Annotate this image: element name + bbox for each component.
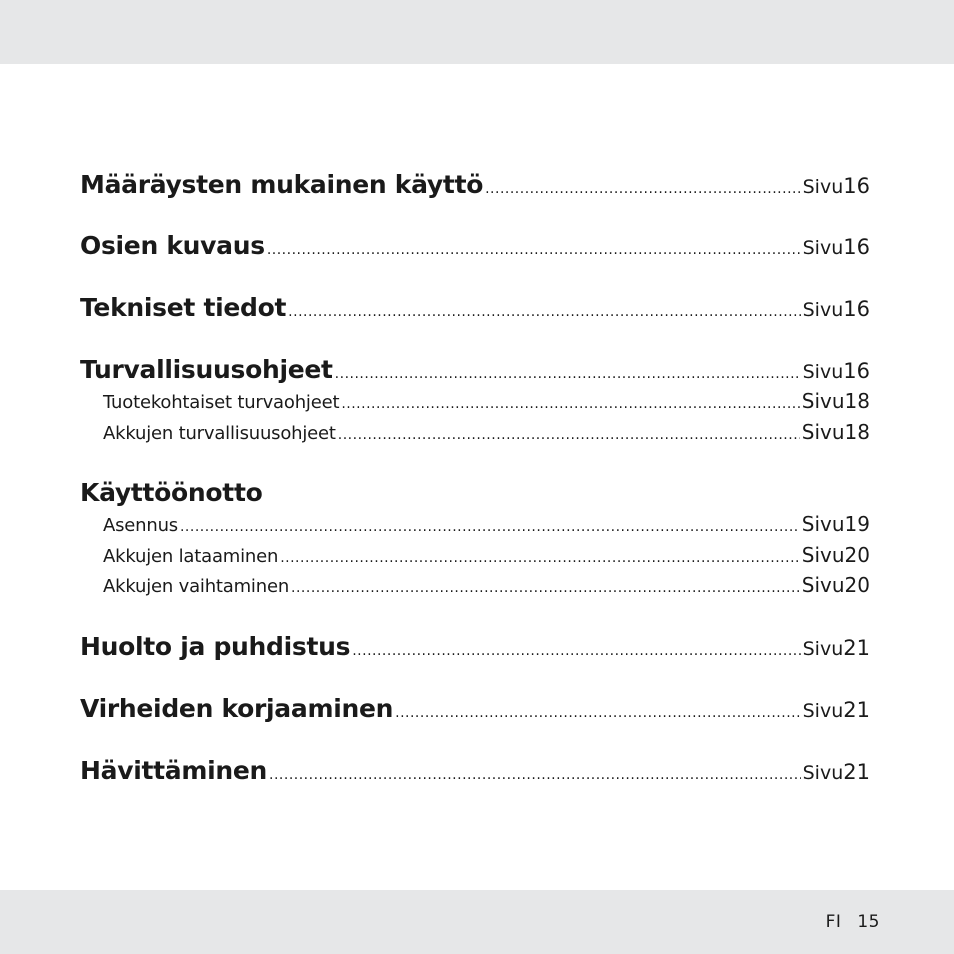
- toc-entry-label: Huolto ja puhdistus: [80, 632, 351, 661]
- dot-leader: [485, 181, 801, 197]
- toc-entry-label: Akkujen lataaminen: [103, 546, 279, 567]
- toc-entry-page: 16: [843, 174, 870, 198]
- toc-entry-page: 20: [844, 543, 870, 567]
- dot-leader: [288, 304, 800, 320]
- toc-entry-label: Osien kuvaus: [80, 231, 265, 260]
- dot-leader: [269, 767, 801, 783]
- dot-leader: [267, 242, 801, 258]
- toc-entry-sivu: Sivu: [801, 420, 845, 444]
- toc-entry-sivu: Sivu: [802, 237, 844, 259]
- toc-entry-sivu: Sivu: [802, 176, 844, 198]
- footer-band: [0, 890, 954, 954]
- toc-entry-label: Virheiden korjaaminen: [80, 694, 394, 723]
- toc-entry-label: Hävittäminen: [80, 756, 268, 785]
- toc-entry-tekniset-tiedot[interactable]: [80, 293, 870, 322]
- toc-entry-akkujen-turvallisuus[interactable]: [80, 420, 870, 444]
- footer-language: FI: [825, 912, 842, 932]
- dot-leader: [341, 396, 799, 412]
- toc-entry-page: 19: [844, 512, 870, 536]
- toc-entry-sivu: Sivu: [802, 299, 844, 321]
- toc-entry-label: Määräysten mukainen käyttö: [80, 170, 484, 199]
- toc-entry-label: Asennus: [103, 515, 178, 536]
- toc-entry-page: 20: [844, 573, 870, 597]
- dot-leader: [291, 580, 800, 596]
- toc-entry-sivu: Sivu: [802, 762, 844, 784]
- footer-page-number: 15: [857, 912, 880, 932]
- table-of-contents: [80, 0, 870, 954]
- dot-leader: [180, 519, 800, 535]
- toc-entry-akkujen-vaihtaminen[interactable]: [80, 573, 870, 597]
- toc-entry-label: Turvallisuusohjeet: [80, 355, 333, 384]
- toc-entry-page: 18: [844, 389, 870, 413]
- toc-entry-tuotekohtaiset[interactable]: [80, 389, 870, 413]
- toc-entry-page: 21: [843, 636, 870, 660]
- toc-entry-virheiden-korjaaminen[interactable]: [80, 694, 870, 723]
- toc-entry-label: Tuotekohtaiset turvaohjeet: [103, 392, 340, 413]
- toc-entry-sivu: Sivu: [802, 361, 844, 383]
- toc-entry-osien-kuvaus[interactable]: [80, 231, 870, 260]
- toc-entry-sivu: Sivu: [802, 638, 844, 660]
- toc-entry-page: 21: [843, 698, 870, 722]
- dot-leader: [352, 643, 800, 659]
- dot-leader: [395, 705, 801, 721]
- toc-entry-label: Tekniset tiedot: [80, 293, 287, 322]
- dot-leader: [280, 550, 800, 566]
- toc-entry-akkujen-lataaminen[interactable]: [80, 543, 870, 567]
- toc-entry-turvallisuusohjeet[interactable]: [80, 355, 870, 384]
- toc-entry-huolto[interactable]: [80, 632, 870, 661]
- toc-entry-sivu: Sivu: [801, 543, 845, 567]
- toc-heading-kayttoonotto[interactable]: [80, 478, 870, 507]
- toc-entry-page: 16: [843, 235, 870, 259]
- toc-entry-page: 16: [843, 297, 870, 321]
- toc-entry-sivu: Sivu: [801, 512, 845, 536]
- toc-entry-label: Akkujen turvallisuusohjeet: [103, 423, 336, 444]
- dot-leader: [338, 427, 800, 443]
- dot-leader: [335, 366, 801, 382]
- toc-entry-havittaminen[interactable]: [80, 756, 870, 785]
- toc-entry-page: 21: [843, 760, 870, 784]
- toc-entry-page: 16: [843, 359, 870, 383]
- page-footer: [826, 912, 880, 932]
- toc-entry-sivu: Sivu: [801, 389, 845, 413]
- toc-entry-maarays[interactable]: [80, 170, 870, 199]
- toc-entry-asennus[interactable]: [80, 512, 870, 536]
- toc-entry-sivu: Sivu: [802, 700, 844, 722]
- toc-entry-label: Akkujen vaihtaminen: [103, 576, 290, 597]
- toc-entry-page: 18: [844, 420, 870, 444]
- toc-entry-sivu: Sivu: [801, 573, 845, 597]
- toc-entry-label: Käyttöönotto: [80, 478, 263, 507]
